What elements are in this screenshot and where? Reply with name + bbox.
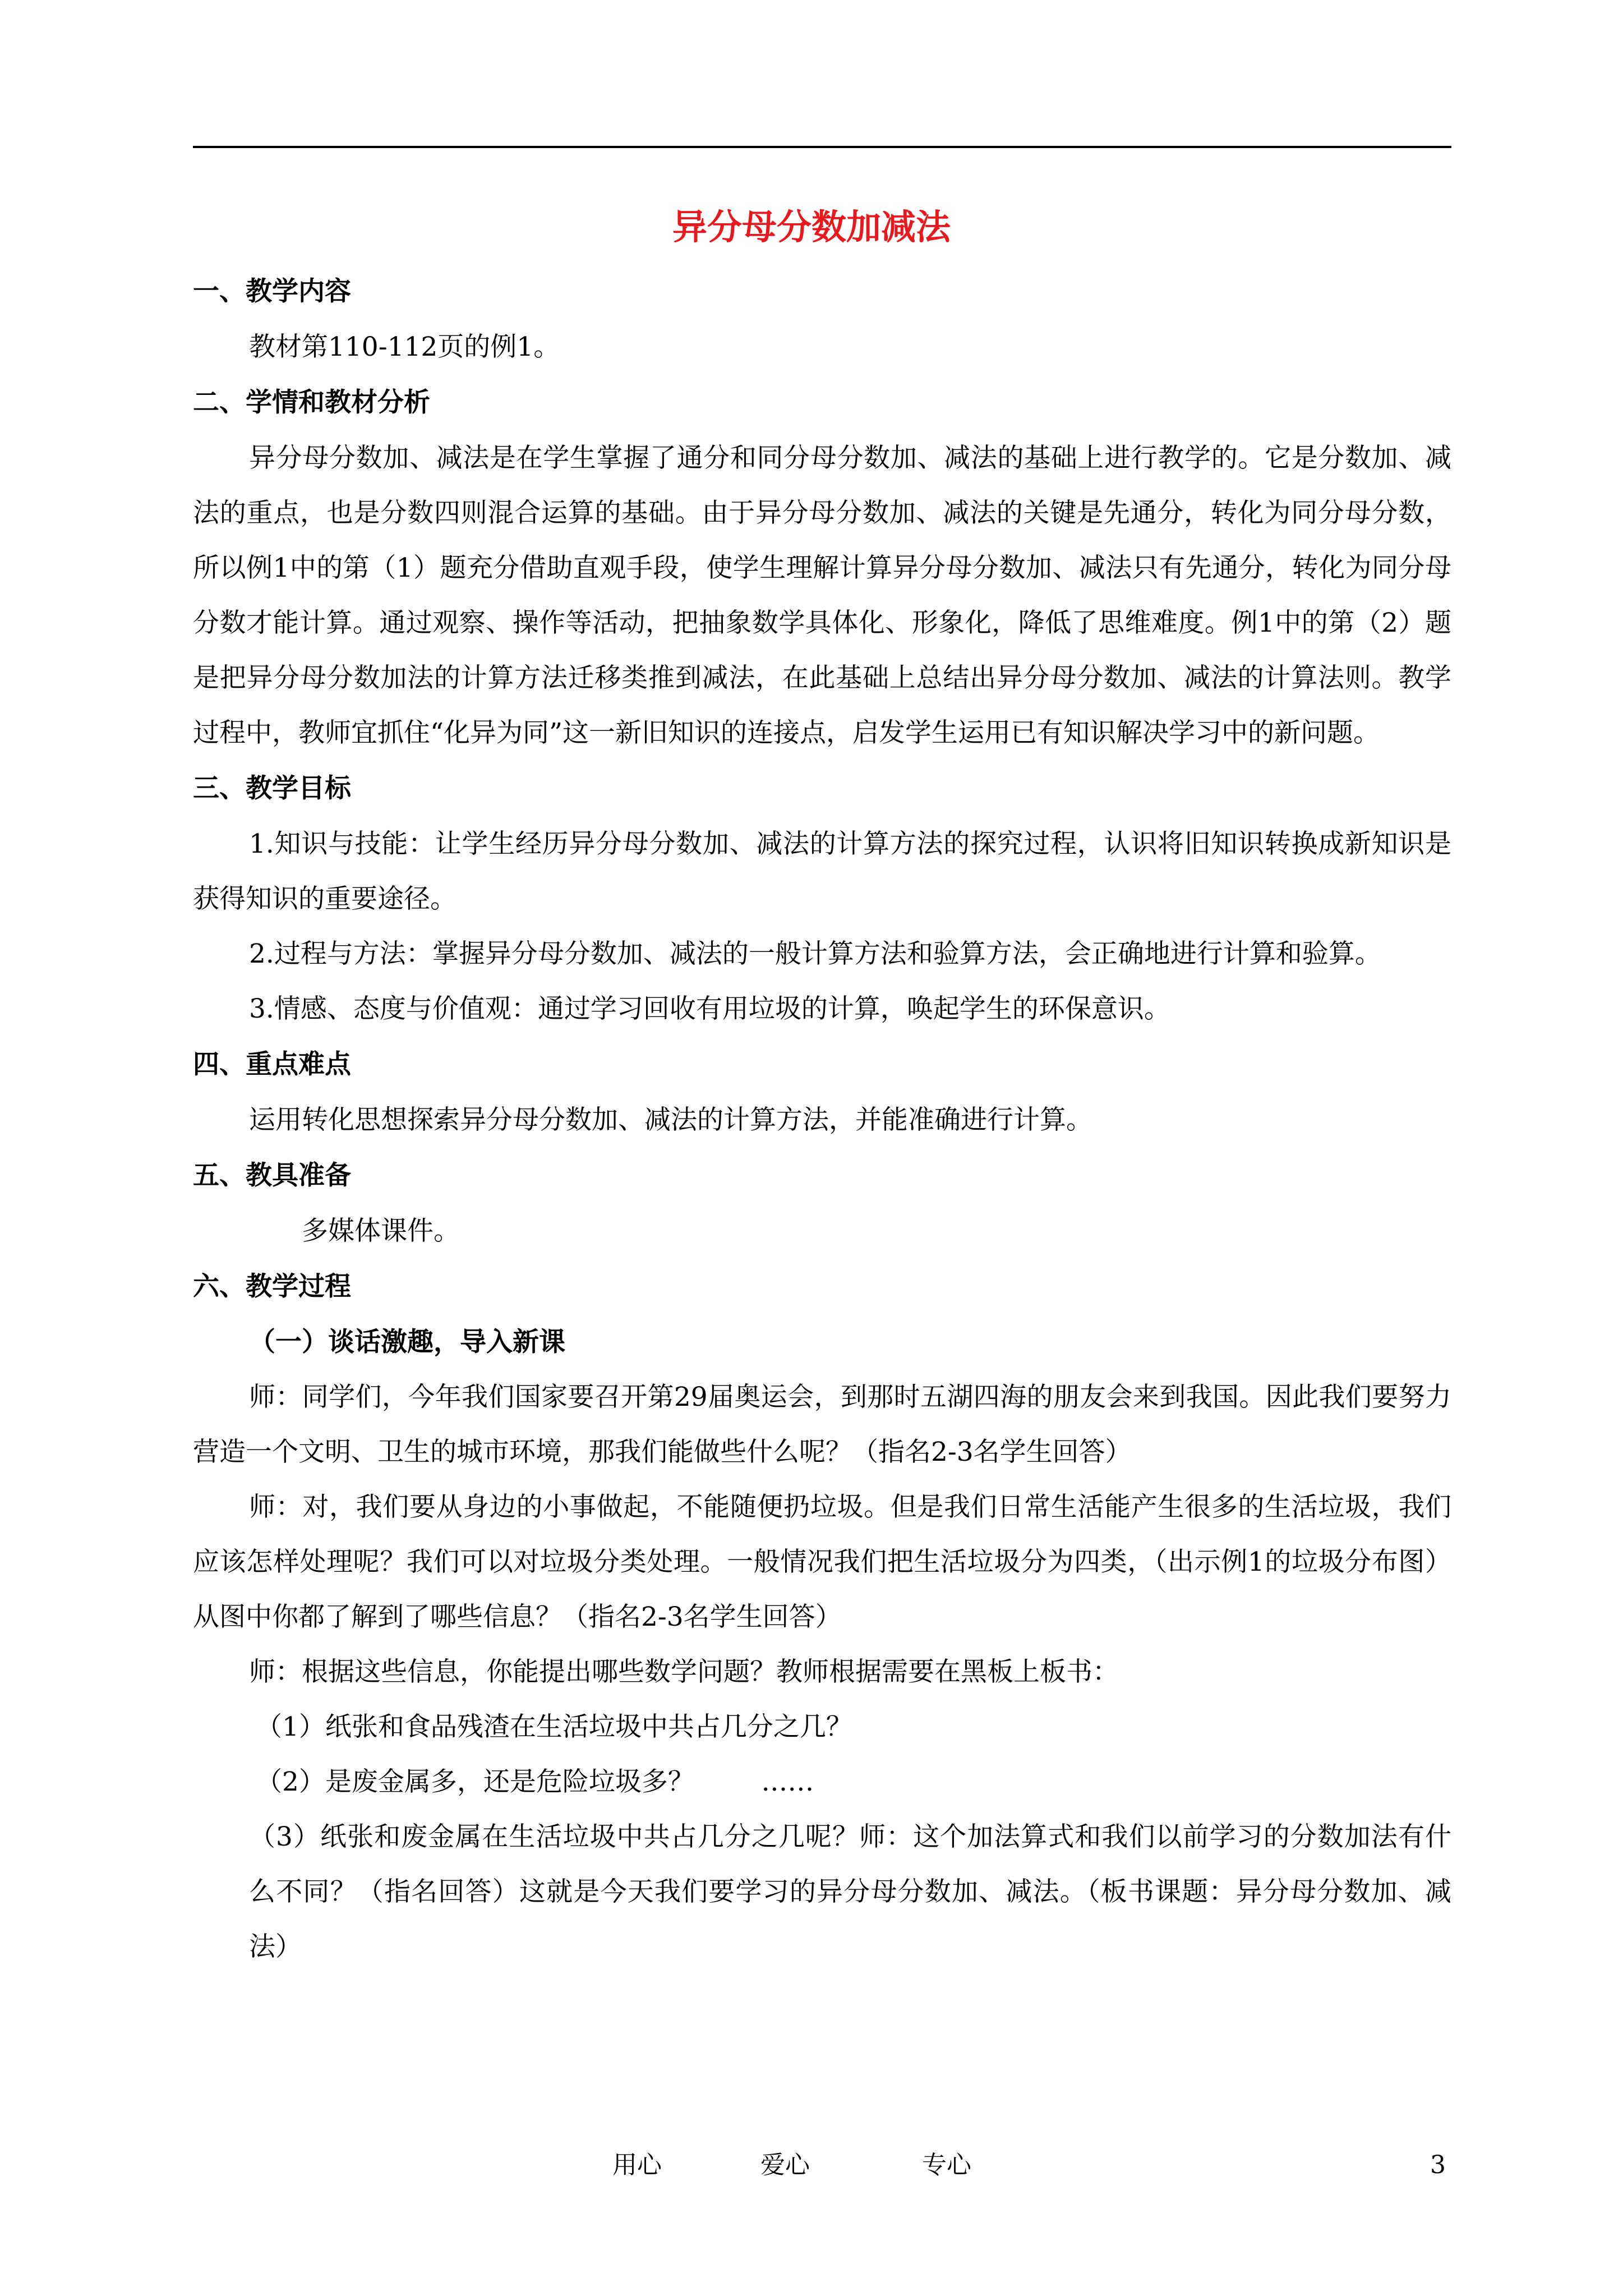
- section-text-content: 教材第110-112页的例1。: [249, 332, 560, 362]
- section-heading-key-points: 四、重点难点: [193, 1049, 351, 1080]
- section-heading-goals: 三、教学目标: [193, 773, 351, 804]
- footer-motto-1: 用心: [612, 2151, 662, 2179]
- goal-item: 2.过程与方法：掌握异分母分数加、减法的一般计算方法和验算方法，会正确地进行计算和验算。: [249, 938, 1381, 969]
- page-number: 3: [1430, 2151, 1446, 2179]
- section-heading-analysis: 二、学情和教材分析: [193, 387, 430, 418]
- subsection-heading: （一）谈话激趣，导入新课: [249, 1327, 565, 1358]
- section-text-materials: 多媒体课件。: [302, 1216, 460, 1246]
- section-heading-materials: 五、教具准备: [193, 1160, 351, 1191]
- goal-item: 1.知识与技能：让学生经历异分母分数加、减法的计算方法的探究过程，认识将旧知识转换成新知识是获得知识的重要途径。: [193, 829, 1451, 914]
- footer-motto-2: 爱心: [760, 2151, 810, 2179]
- question-item: （3）纸张和废金属在生活垃圾中共占几分之几呢？师：这个加法算式和我们以前学习的分数加法有什么不同？（指名回答）这就是今天我们要学习的异分母分数加、减法。（板书课题：异分母分数加、减法）: [249, 1821, 1451, 1962]
- paragraph: 师：根据这些信息，你能提出哪些数学问题？教师根据需要在黑板上板书：: [249, 1657, 1119, 1687]
- header-rule: [193, 146, 1451, 148]
- paragraph: 师：同学们，今年我们国家要召开第29届奥运会，到那时五湖四海的朋友会来到我国。因此我们要努力营造一个文明、卫生的城市环境，那我们能做些什么呢？（指名2-3名学生回答）: [193, 1382, 1451, 1467]
- section-heading-process: 六、教学过程: [193, 1271, 351, 1302]
- section-text-analysis: 异分母分数加、减法是在学生掌握了通分和同分母分数加、减法的基础上进行教学的。它是分数加、减法的重点，也是分数四则混合运算的基础。由于异分母分数加、减法的关键是先通分，转化为同分母分数，所以例1中的第（1）题充分借助直观手段，使学生理解计算异分母分数加、减法只有先通分，转化为同分母分数才能计算。通过观察、操作等活动，把抽象数学具体化、形象化，降低了思维难度。例1中的第（2）题是把异分母分数加法的计算方法迁移类推到减法，在此基础上总结出异分母分数加、减法的计算法则。教学过程中，教师宜抓住“化异为同”这一新旧知识的连接点，启发学生运用已有知识解决学习中的新问题。: [193, 443, 1451, 748]
- section-text-key-points: 运用转化思想探索异分母分数加、减法的计算方法，并能准确进行计算。: [249, 1105, 1092, 1135]
- page-title: 异分母分数加减法: [672, 206, 951, 247]
- paragraph: 师：对，我们要从身边的小事做起，不能随便扔垃圾。但是我们日常生活能产生很多的生活垃圾，我们应该怎样处理呢？我们可以对垃圾分类处理。一般情况我们把生活垃圾分为四类，（出示例1的垃圾分布图）从图中你都了解到了哪些信息？（指名2-3名学生回答）: [193, 1492, 1451, 1632]
- question-item: （2）是废金属多，还是危险垃圾多？ ……: [256, 1766, 814, 1797]
- section-heading-content: 一、教学内容: [193, 276, 351, 307]
- goal-item: 3.情感、态度与价值观：通过学习回收有用垃圾的计算，唤起学生的环保意识。: [249, 993, 1170, 1024]
- footer-motto-3: 专心: [922, 2151, 971, 2179]
- question-item: （1）纸张和食品残渣在生活垃圾中共占几分之几？: [256, 1711, 852, 1742]
- document-body: [193, 264, 1451, 1975]
